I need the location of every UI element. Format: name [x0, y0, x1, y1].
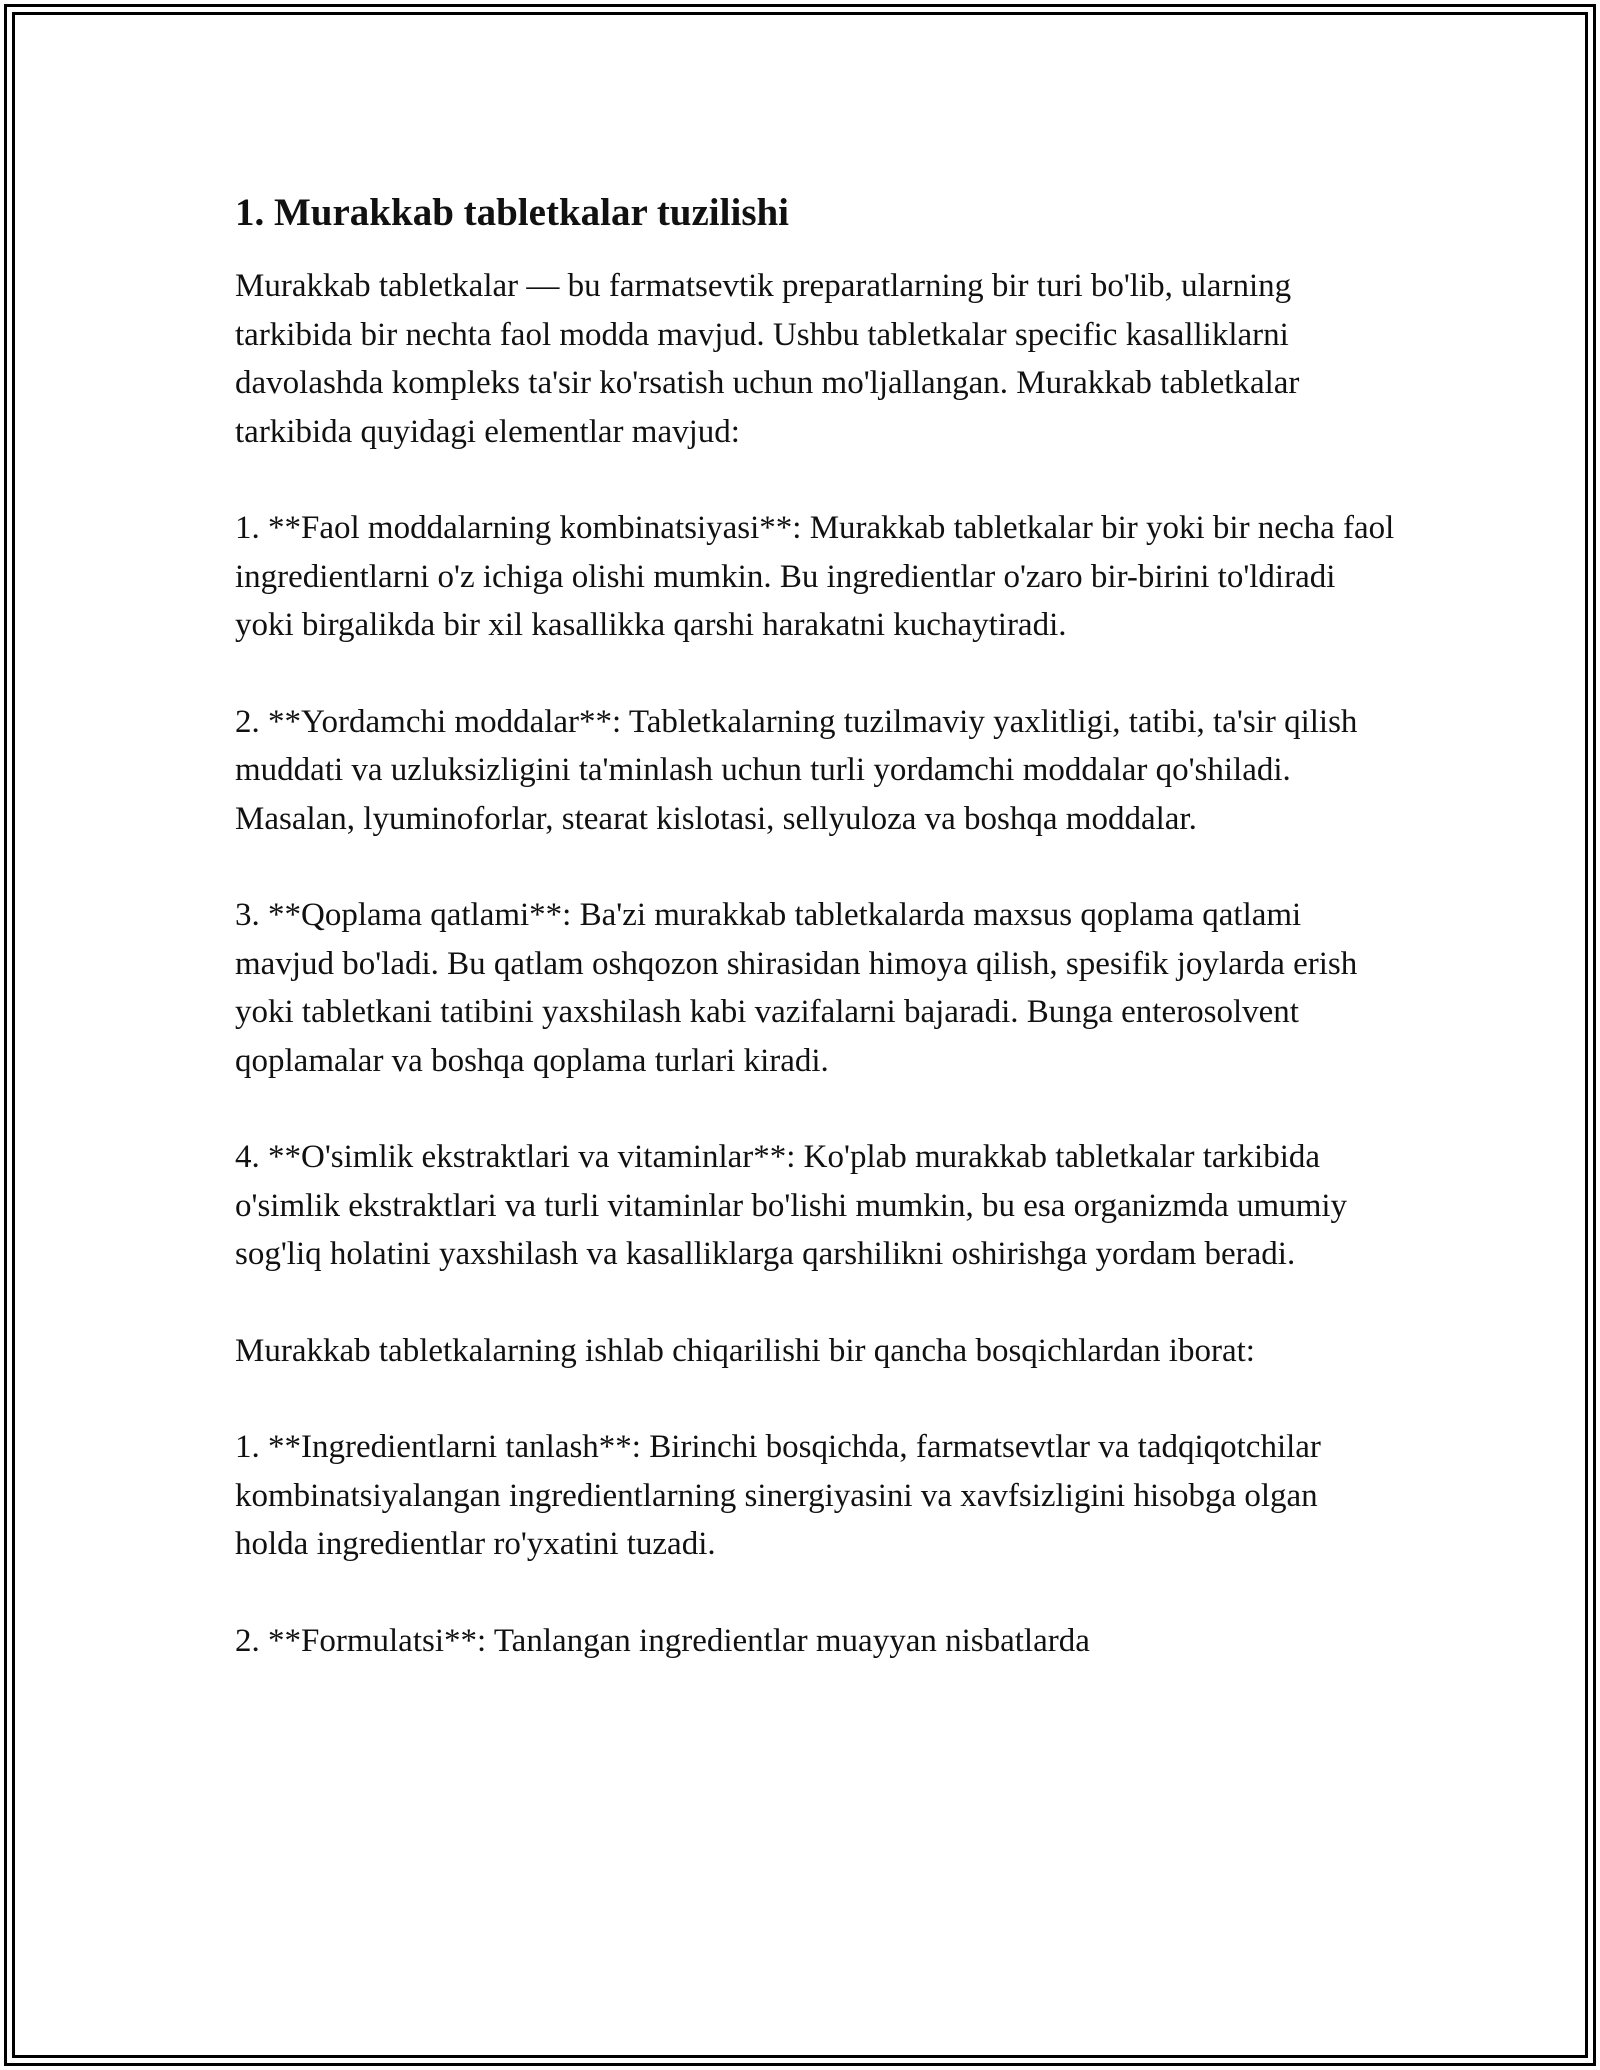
production-intro-paragraph: Murakkab tabletkalarning ishlab chiqarilishi bir qancha bosqichlardan iborat:	[235, 1332, 1255, 1369]
list-item-formulation: 2. **Formulatsi**: Tanlangan ingredientlar muayyan nisbatlarda	[235, 1622, 1090, 1659]
intro-paragraph: Murakkab tabletkalar — bu farmatsevtik preparatlarning bir turi bo'lib, ularning tarkibida bir nechta faol modda mavjud. Ushbu tabletkalar specific kasalliklarni davolashda kompleks ta'sir ko'rsatish uchun mo'ljallangan. Murakkab tabletkalar tarkibida quyidagi elementlar mavjud:	[235, 268, 1308, 450]
list-item-coating-layer: 3. **Qoplama qatlami**: Ba'zi murakkab tabletkalarda maxsus qoplama qatlami mavjud bo'ladi. Bu qatlam oshqozon shirasidan himoya qilish, spesifik joylarda erish yoki tabletkani tatibini yaxshilash kabi vazifalarni bajaradi. Bunga enterosolvent qoplamalar va boshqa qoplama turlari kiradi.	[235, 897, 1366, 1079]
list-item-ingredient-selection: 1. **Ingredientlarni tanlash**: Birinchi bosqichda, farmatsevtlar va tadqiqotchilar kombinatsiyalangan ingredientlarning sinergiyasini va xavfsizligini hisobga olgan holda ingredientlar ro'yxatini tuzadi.	[235, 1429, 1330, 1562]
list-item-excipients: 2. **Yordamchi moddalar**: Tabletkalarning tuzilmaviy yaxlitligi, tatibi, ta'sir qilish muddati va uzluksizligini ta'minlash uchun turli yordamchi moddalar qo'shiladi. Masalan, lyuminoforlar, stearat kislotasi, sellyuloza va boshqa moddalar.	[235, 703, 1366, 837]
list-item-plant-extracts: 4. **O'simlik ekstraktlari va vitaminlar**: Ko'plab murakkab tabletkalar tarkibida o'simlik ekstraktlari va turli vitaminlar bo'lishi mumkin, bu esa organizmda umumiy sog'liq holatini yaxshilash va kasalliklarga qarshilikni oshirishga yordam beradi.	[235, 1139, 1356, 1272]
list-item-active-ingredients: 1. **Faol moddalarning kombinatsiyasi**: Murakkab tabletkalar bir yoki bir necha faol ingredientlarni o'z ichiga olishi mumkin. Bu ingredientlar o'zaro bir-birini to'ldiradi yoki birgalikda bir xil kasallikka qarshi harakatni kuchaytiradi.	[235, 510, 1403, 643]
section-heading: 1. Murakkab tabletkalar tuzilishi	[235, 191, 790, 234]
document-body	[235, 188, 1403, 1665]
